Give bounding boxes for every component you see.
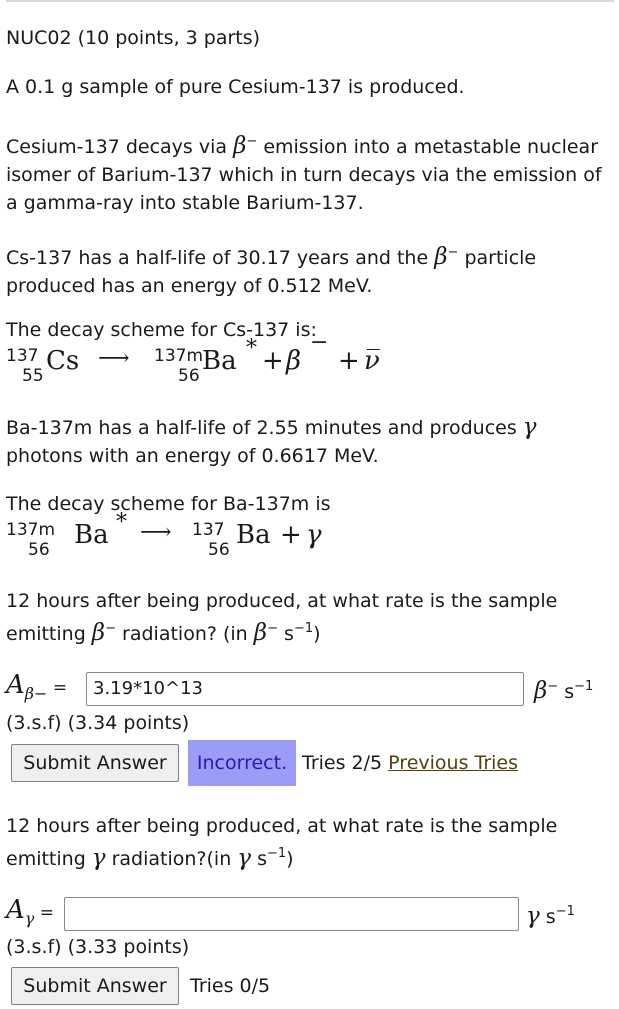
label-subscript: γ <box>24 909 35 928</box>
text: Cs-137 has a half-life of 30.17 years and the <box>6 247 435 269</box>
daughter-mass-number: 137 <box>192 520 225 540</box>
status-badge: Incorrect. <box>188 740 296 786</box>
excited-star: * <box>246 336 257 361</box>
paragraph-decay-description <box>6 128 614 217</box>
unit-exponent: −1 <box>555 904 575 919</box>
beta-symbol: β <box>434 244 448 270</box>
gamma-symbol: γ <box>526 903 540 929</box>
daughter-mass-number: 137m <box>154 346 204 366</box>
text: 12 hours after being produced, at what rate is the sample emitting <box>6 590 558 645</box>
previous-tries-link[interactable]: Previous Tries <box>388 752 518 774</box>
reaction-arrow: ⟶ <box>98 346 130 371</box>
gamma-symbol: γ <box>91 845 106 871</box>
decay-equation-ba137m <box>6 510 406 560</box>
answer-row-gamma <box>6 897 614 931</box>
parent-mass-number: 137 <box>6 346 39 366</box>
equals-sign: = <box>47 678 68 698</box>
reaction-arrow: ⟶ <box>140 520 172 545</box>
beta-charge: − <box>447 245 459 260</box>
unit: s <box>558 681 575 703</box>
unit: s <box>277 623 294 645</box>
parent-symbol: Ba <box>74 520 109 550</box>
label-a: A <box>6 895 25 925</box>
scheme2-heading: The decay scheme for Ba-137m is <box>6 493 331 515</box>
submit-answer-button[interactable]: Submit Answer <box>11 967 179 1005</box>
beta-particle-charge: − <box>310 330 329 355</box>
answer-unit <box>526 897 575 932</box>
plus-sign: + <box>262 346 284 376</box>
unit: s <box>539 906 556 928</box>
tries-text: Tries 2/5 <box>302 752 383 774</box>
scheme1-heading: The decay scheme for Cs-137 is: <box>6 319 317 341</box>
gamma-symbol: γ <box>522 414 537 440</box>
beta-symbol: β <box>91 620 106 646</box>
unit-exponent: −1 <box>293 621 314 636</box>
beta-charge: − <box>246 134 258 149</box>
activity-label <box>6 670 67 703</box>
unit: s <box>251 848 267 870</box>
beta-charge: − <box>105 621 116 636</box>
unit-exponent: −1 <box>266 846 287 861</box>
precision-note: (3.s.f) (3.34 points) <box>6 712 190 734</box>
beta-symbol: β <box>253 620 268 646</box>
intro-text: A 0.1 g sample of pure Cesium-137 is produced. <box>6 76 465 98</box>
plus-sign: + <box>280 520 302 550</box>
text: radiation? (in <box>116 623 254 645</box>
question-gamma-rate <box>6 812 614 873</box>
daughter-symbol: Ba <box>202 346 237 376</box>
label-subscript: β− <box>24 684 48 703</box>
top-divider <box>6 0 614 2</box>
text: radiation?(in <box>105 848 238 870</box>
gamma-symbol: γ <box>306 520 322 550</box>
beta-particle: β <box>286 346 302 376</box>
tries-counter <box>302 744 518 782</box>
answer-row-beta <box>6 672 614 706</box>
gamma-symbol: γ <box>237 845 252 871</box>
text: emission into a metastable nuclear isomer of Barium-137 which in turn decays via the emission of a gamma-ray into stable Barium-137. <box>6 136 602 214</box>
text: Ba-137m has a half-life of 2.55 minutes and produces <box>6 417 523 439</box>
text: Cesium-137 decays via <box>6 136 234 158</box>
activity-label <box>6 895 54 928</box>
parent-atomic-number: 56 <box>28 540 50 560</box>
beta-symbol: β <box>534 678 548 704</box>
beta-charge: − <box>267 621 278 636</box>
daughter-atomic-number: 56 <box>178 366 200 386</box>
text: photons with an energy of 0.6617 MeV. <box>6 445 379 467</box>
plus-sign: + <box>338 346 360 376</box>
text: 12 hours after being produced, at what rate is the sample emitting <box>6 815 558 870</box>
excited-star: * <box>116 510 127 535</box>
precision-note: (3.s.f) (3.33 points) <box>6 936 190 958</box>
paragraph-half-life <box>6 239 614 300</box>
beta-rate-input[interactable]: 3.19*10^13 <box>86 672 524 706</box>
question-beta-rate <box>6 587 614 648</box>
text: particle produced has an energy of 0.512 MeV. <box>6 247 537 297</box>
daughter-symbol: Ba <box>236 520 271 550</box>
daughter-atomic-number: 56 <box>208 540 230 560</box>
unit-exponent: −1 <box>574 679 594 694</box>
beta-charge: − <box>547 679 559 694</box>
parent-mass-number: 137m <box>6 520 56 540</box>
antineutrino-symbol: ν̅ <box>364 346 380 376</box>
beta-symbol: β <box>233 133 247 159</box>
answer-unit <box>534 672 593 707</box>
parent-atomic-number: 55 <box>22 366 44 386</box>
text: ) <box>286 848 294 870</box>
parent-symbol: Cs <box>46 346 80 376</box>
equals-sign: = <box>34 903 54 923</box>
tries-counter: Tries 0/5 <box>190 975 271 997</box>
submit-answer-button[interactable]: Submit Answer <box>11 744 179 782</box>
problem-title: NUC02 (10 points, 3 parts) <box>6 27 261 49</box>
text: ) <box>313 623 321 645</box>
label-a: A <box>6 670 25 700</box>
paragraph-ba137m <box>6 413 614 470</box>
gamma-rate-input[interactable] <box>64 897 519 931</box>
